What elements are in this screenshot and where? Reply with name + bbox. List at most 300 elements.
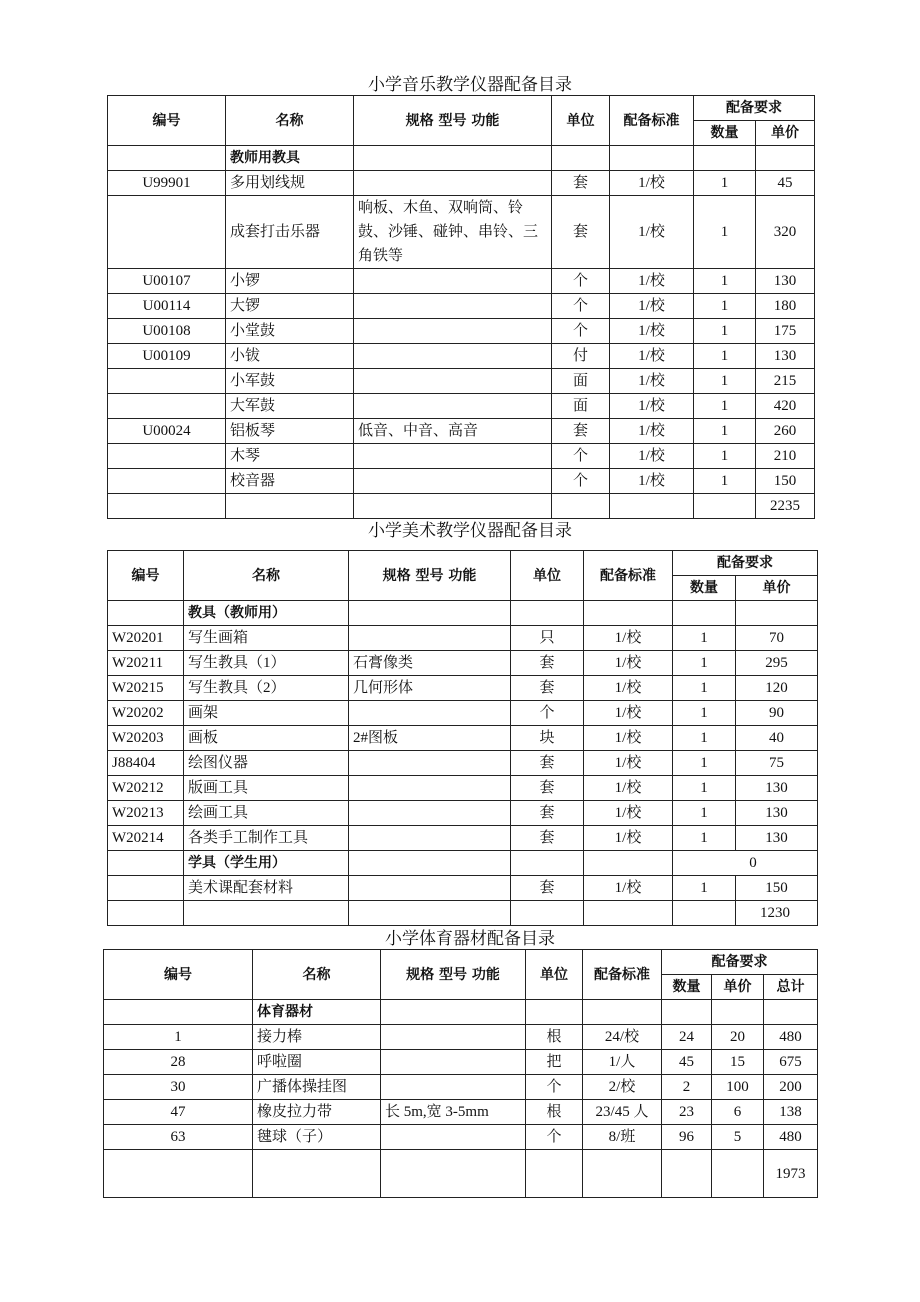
cell-standard: 1/人 [583, 1050, 662, 1075]
cell-name: 小钹 [226, 344, 354, 369]
table-row [108, 801, 818, 826]
cell-standard: 23/45 人 [583, 1100, 662, 1125]
cell-name: 小堂鼓 [226, 319, 354, 344]
cell-price: 45 [756, 171, 815, 196]
cell-code: 47 [104, 1100, 253, 1125]
cell-standard: 1/校 [610, 394, 694, 419]
cell-qty [673, 601, 736, 626]
cell-price: 130 [756, 269, 815, 294]
header-requirements: 配备要求 [662, 950, 818, 975]
cell-name: 小军鼓 [226, 369, 354, 394]
table-row [108, 701, 818, 726]
cell-spec [349, 751, 511, 776]
cell-code: U00114 [108, 294, 226, 319]
cell-code: 63 [104, 1125, 253, 1150]
cell-name: 小锣 [226, 269, 354, 294]
section-row [108, 851, 818, 876]
table-row [104, 1050, 818, 1075]
cell-unit: 套 [552, 419, 610, 444]
cell-code: 1 [104, 1025, 253, 1050]
cell-price: 130 [736, 776, 818, 801]
cell-qty: 1 [694, 419, 756, 444]
cell-code: 28 [104, 1050, 253, 1075]
cell-code [108, 601, 184, 626]
cell-code: 30 [104, 1075, 253, 1100]
cell-spec [349, 826, 511, 851]
cell-spec [354, 394, 552, 419]
table-row [108, 826, 818, 851]
total-row [108, 494, 815, 519]
header-name: 名称 [184, 551, 349, 601]
cell-name: 画板 [184, 726, 349, 751]
table-row [108, 676, 818, 701]
cell-qty: 1 [673, 701, 736, 726]
cell-spec [381, 1125, 526, 1150]
cell-standard: 1/校 [584, 801, 673, 826]
header-unit: 单位 [526, 950, 583, 1000]
cell-price: 120 [736, 676, 818, 701]
cell-standard: 1/校 [610, 444, 694, 469]
music-equipment-table [107, 95, 815, 519]
section-subtotal: 0 [673, 851, 818, 876]
cell-unit: 个 [552, 319, 610, 344]
cell-price: 20 [712, 1025, 764, 1050]
header-code: 编号 [108, 96, 226, 146]
cell-name: 绘画工具 [184, 801, 349, 826]
cell-qty: 1 [694, 369, 756, 394]
table-row [108, 469, 815, 494]
cell-unit: 个 [552, 269, 610, 294]
cell-code [108, 469, 226, 494]
cell-qty: 1 [673, 751, 736, 776]
cell-price: 6 [712, 1100, 764, 1125]
cell-standard [583, 1150, 662, 1198]
cell-name: 写生教具（2） [184, 676, 349, 701]
section-row [108, 146, 815, 171]
cell-price: 90 [736, 701, 818, 726]
header-qty: 数量 [694, 121, 756, 146]
total-value: 1973 [764, 1150, 818, 1198]
cell-sum [764, 1000, 818, 1025]
cell-spec [349, 701, 511, 726]
cell-spec [354, 269, 552, 294]
cell-code [108, 369, 226, 394]
cell-name: 美术课配套材料 [184, 876, 349, 901]
cell-code [108, 444, 226, 469]
cell-spec: 长 5m,宽 3-5mm [381, 1100, 526, 1125]
cell-price: 320 [756, 196, 815, 269]
cell-price [756, 146, 815, 171]
cell-unit [511, 901, 584, 926]
cell-standard [610, 494, 694, 519]
cell-qty [662, 1150, 712, 1198]
pe-equipment-table [103, 949, 818, 1198]
cell-price: 130 [736, 826, 818, 851]
header-standard: 配备标准 [584, 551, 673, 601]
cell-standard [610, 146, 694, 171]
cell-code [108, 196, 226, 269]
cell-name: 版画工具 [184, 776, 349, 801]
cell-spec [381, 1075, 526, 1100]
cell-name: 写生画箱 [184, 626, 349, 651]
section-label: 体育器材 [253, 1000, 381, 1025]
cell-standard: 1/校 [584, 626, 673, 651]
cell-qty: 1 [673, 626, 736, 651]
cell-price: 15 [712, 1050, 764, 1075]
header-code: 编号 [104, 950, 253, 1000]
cell-qty: 1 [673, 776, 736, 801]
cell-price: 180 [756, 294, 815, 319]
header-standard: 配备标准 [583, 950, 662, 1000]
cell-spec [381, 1150, 526, 1198]
cell-price: 70 [736, 626, 818, 651]
table-row [108, 651, 818, 676]
cell-sum: 138 [764, 1100, 818, 1125]
cell-code: W20202 [108, 701, 184, 726]
header-row [108, 96, 815, 121]
cell-code: J88404 [108, 751, 184, 776]
cell-standard: 1/校 [584, 701, 673, 726]
cell-unit: 套 [511, 876, 584, 901]
cell-spec [354, 146, 552, 171]
cell-standard: 8/班 [583, 1125, 662, 1150]
cell-spec: 响板、木鱼、双响筒、铃鼓、沙锤、碰钟、串铃、三角铁等 [354, 196, 552, 269]
cell-unit: 只 [511, 626, 584, 651]
cell-standard: 1/校 [610, 269, 694, 294]
table-row [108, 626, 818, 651]
cell-price: 175 [756, 319, 815, 344]
cell-code [104, 1150, 253, 1198]
header-spec: 规格 型号 功能 [381, 950, 526, 1000]
cell-qty: 24 [662, 1025, 712, 1050]
cell-standard: 1/校 [610, 369, 694, 394]
header-spec: 规格 型号 功能 [349, 551, 511, 601]
total-value: 2235 [756, 494, 815, 519]
cell-standard [584, 601, 673, 626]
art-equipment-table [107, 550, 818, 926]
cell-qty: 1 [673, 876, 736, 901]
cell-spec [354, 344, 552, 369]
cell-standard [584, 851, 673, 876]
cell-price: 150 [736, 876, 818, 901]
table-row [108, 344, 815, 369]
cell-unit [511, 851, 584, 876]
cell-standard: 1/校 [584, 726, 673, 751]
cell-code: W20215 [108, 676, 184, 701]
cell-standard: 1/校 [584, 826, 673, 851]
cell-price: 215 [756, 369, 815, 394]
section-label: 教师用教具 [226, 146, 354, 171]
cell-unit: 套 [552, 196, 610, 269]
cell-standard: 1/校 [610, 196, 694, 269]
cell-qty [694, 494, 756, 519]
cell-name: 绘图仪器 [184, 751, 349, 776]
cell-unit [552, 146, 610, 171]
cell-price: 75 [736, 751, 818, 776]
header-name: 名称 [253, 950, 381, 1000]
cell-name [184, 901, 349, 926]
cell-spec [354, 294, 552, 319]
cell-price: 5 [712, 1125, 764, 1150]
header-name: 名称 [226, 96, 354, 146]
cell-code: U00107 [108, 269, 226, 294]
cell-unit [526, 1150, 583, 1198]
cell-code: W20214 [108, 826, 184, 851]
table-row [104, 1100, 818, 1125]
table-row [108, 294, 815, 319]
cell-code: U00109 [108, 344, 226, 369]
cell-unit: 套 [511, 751, 584, 776]
cell-spec: 2#图板 [349, 726, 511, 751]
cell-price [736, 601, 818, 626]
cell-sum: 480 [764, 1125, 818, 1150]
cell-qty: 23 [662, 1100, 712, 1125]
cell-spec: 几何形体 [349, 676, 511, 701]
cell-qty: 1 [673, 676, 736, 701]
cell-code: U99901 [108, 171, 226, 196]
cell-standard: 1/校 [584, 751, 673, 776]
cell-standard: 1/校 [610, 469, 694, 494]
cell-qty: 96 [662, 1125, 712, 1150]
cell-price: 420 [756, 394, 815, 419]
table-row [108, 876, 818, 901]
table-row [108, 319, 815, 344]
cell-name: 接力棒 [253, 1025, 381, 1050]
table-row [104, 1075, 818, 1100]
cell-standard: 1/校 [584, 776, 673, 801]
total-row [108, 901, 818, 926]
cell-unit: 个 [552, 469, 610, 494]
cell-sum: 675 [764, 1050, 818, 1075]
cell-unit: 套 [511, 826, 584, 851]
cell-code: W20201 [108, 626, 184, 651]
cell-standard: 1/校 [584, 651, 673, 676]
cell-standard: 1/校 [610, 419, 694, 444]
cell-code [108, 876, 184, 901]
cell-price: 150 [756, 469, 815, 494]
total-row [104, 1150, 818, 1198]
cell-unit: 套 [511, 676, 584, 701]
cell-standard: 2/校 [583, 1075, 662, 1100]
cell-qty: 45 [662, 1050, 712, 1075]
section-label: 教具（教师用） [184, 601, 349, 626]
cell-code [108, 146, 226, 171]
cell-code: W20211 [108, 651, 184, 676]
cell-qty: 1 [694, 269, 756, 294]
cell-unit: 根 [526, 1100, 583, 1125]
cell-qty: 1 [694, 394, 756, 419]
header-standard: 配备标准 [610, 96, 694, 146]
cell-qty: 1 [673, 651, 736, 676]
art-table-title: 小学美术教学仪器配备目录 [368, 521, 572, 540]
cell-qty: 1 [694, 344, 756, 369]
cell-standard [583, 1000, 662, 1025]
cell-qty: 2 [662, 1075, 712, 1100]
header-row [108, 551, 818, 576]
table-row [104, 1025, 818, 1050]
cell-spec [354, 319, 552, 344]
cell-standard: 1/校 [610, 294, 694, 319]
cell-spec [381, 1000, 526, 1025]
header-price: 单价 [736, 576, 818, 601]
cell-unit: 套 [511, 801, 584, 826]
cell-qty: 1 [694, 196, 756, 269]
cell-standard: 1/校 [584, 876, 673, 901]
cell-qty: 1 [673, 726, 736, 751]
cell-spec: 石膏像类 [349, 651, 511, 676]
cell-code: W20212 [108, 776, 184, 801]
cell-code [108, 901, 184, 926]
cell-name: 校音器 [226, 469, 354, 494]
cell-unit: 块 [511, 726, 584, 751]
section-row [104, 1000, 818, 1025]
cell-unit: 根 [526, 1025, 583, 1050]
table-row [108, 369, 815, 394]
cell-standard: 24/校 [583, 1025, 662, 1050]
cell-standard: 1/校 [584, 676, 673, 701]
header-sum: 总计 [764, 975, 818, 1000]
cell-spec [349, 901, 511, 926]
music-table-title: 小学音乐教学仪器配备目录 [368, 75, 572, 94]
cell-unit: 面 [552, 369, 610, 394]
cell-qty: 1 [673, 801, 736, 826]
cell-price [712, 1000, 764, 1025]
pe-table-title: 小学体育器材配备目录 [385, 929, 555, 948]
cell-spec [349, 876, 511, 901]
cell-standard: 1/校 [610, 319, 694, 344]
header-unit: 单位 [511, 551, 584, 601]
cell-sum: 200 [764, 1075, 818, 1100]
cell-qty: 1 [694, 444, 756, 469]
cell-qty [662, 1000, 712, 1025]
cell-price [712, 1150, 764, 1198]
cell-name: 多用划线规 [226, 171, 354, 196]
header-price: 单价 [756, 121, 815, 146]
cell-name: 呼啦圈 [253, 1050, 381, 1075]
cell-unit: 把 [526, 1050, 583, 1075]
cell-code [108, 851, 184, 876]
cell-unit: 个 [511, 701, 584, 726]
cell-spec [354, 369, 552, 394]
cell-name: 各类手工制作工具 [184, 826, 349, 851]
cell-name: 大锣 [226, 294, 354, 319]
table-row [108, 419, 815, 444]
header-qty: 数量 [662, 975, 712, 1000]
table-row [108, 776, 818, 801]
cell-standard: 1/校 [610, 171, 694, 196]
cell-qty [694, 146, 756, 171]
cell-spec [349, 851, 511, 876]
table-row [108, 269, 815, 294]
header-requirements: 配备要求 [673, 551, 818, 576]
cell-price: 100 [712, 1075, 764, 1100]
cell-spec [354, 469, 552, 494]
cell-name: 大军鼓 [226, 394, 354, 419]
cell-code [108, 394, 226, 419]
cell-name [253, 1150, 381, 1198]
cell-qty: 1 [694, 171, 756, 196]
cell-price: 40 [736, 726, 818, 751]
cell-spec [349, 626, 511, 651]
cell-code: U00108 [108, 319, 226, 344]
cell-spec [381, 1050, 526, 1075]
cell-name: 毽球（子） [253, 1125, 381, 1150]
cell-unit: 个 [526, 1125, 583, 1150]
cell-price: 210 [756, 444, 815, 469]
cell-name: 画架 [184, 701, 349, 726]
cell-unit: 个 [552, 294, 610, 319]
cell-code [104, 1000, 253, 1025]
header-unit: 单位 [552, 96, 610, 146]
cell-spec [354, 171, 552, 196]
cell-spec [349, 801, 511, 826]
header-qty: 数量 [673, 576, 736, 601]
header-code: 编号 [108, 551, 184, 601]
cell-qty: 1 [673, 826, 736, 851]
total-value: 1230 [736, 901, 818, 926]
cell-price: 295 [736, 651, 818, 676]
table-row [108, 444, 815, 469]
cell-unit [526, 1000, 583, 1025]
cell-code: W20203 [108, 726, 184, 751]
header-requirements: 配备要求 [694, 96, 815, 121]
cell-sum: 480 [764, 1025, 818, 1050]
cell-code [108, 494, 226, 519]
cell-qty [673, 901, 736, 926]
table-row [108, 726, 818, 751]
table-row [108, 751, 818, 776]
cell-price: 130 [736, 801, 818, 826]
cell-qty: 1 [694, 294, 756, 319]
cell-unit: 套 [511, 776, 584, 801]
cell-code: U00024 [108, 419, 226, 444]
cell-standard: 1/校 [610, 344, 694, 369]
cell-unit: 个 [526, 1075, 583, 1100]
section-label: 学具（学生用） [184, 851, 349, 876]
cell-qty: 1 [694, 469, 756, 494]
cell-spec [381, 1025, 526, 1050]
cell-price: 260 [756, 419, 815, 444]
cell-unit [511, 601, 584, 626]
cell-unit: 付 [552, 344, 610, 369]
cell-code: W20213 [108, 801, 184, 826]
table-row [108, 394, 815, 419]
header-spec: 规格 型号 功能 [354, 96, 552, 146]
table-row [108, 196, 815, 269]
cell-spec [349, 601, 511, 626]
cell-unit: 套 [511, 651, 584, 676]
cell-name: 成套打击乐器 [226, 196, 354, 269]
cell-spec: 低音、中音、高音 [354, 419, 552, 444]
cell-name: 铝板琴 [226, 419, 354, 444]
cell-standard [584, 901, 673, 926]
table-row [104, 1125, 818, 1150]
table-row [108, 171, 815, 196]
cell-name [226, 494, 354, 519]
cell-unit: 个 [552, 444, 610, 469]
cell-name: 橡皮拉力带 [253, 1100, 381, 1125]
cell-spec [349, 776, 511, 801]
cell-name: 写生教具（1） [184, 651, 349, 676]
header-row [104, 950, 818, 975]
cell-unit: 面 [552, 394, 610, 419]
cell-unit: 套 [552, 171, 610, 196]
cell-spec [354, 494, 552, 519]
cell-name: 木琴 [226, 444, 354, 469]
cell-unit [552, 494, 610, 519]
cell-price: 130 [756, 344, 815, 369]
cell-qty: 1 [694, 319, 756, 344]
